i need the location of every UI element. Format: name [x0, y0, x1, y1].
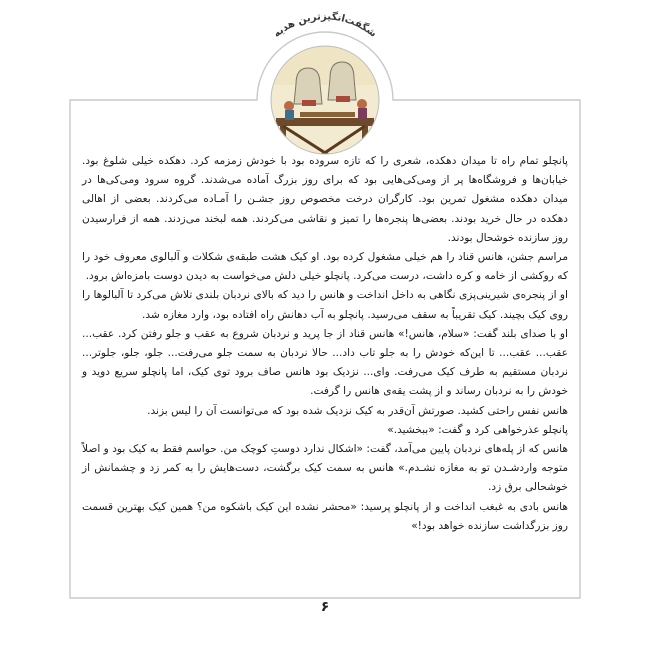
story-text [82, 152, 568, 536]
story-paragraph: مراسم جشن، هانس قناد را هم خیلی مشغول کرده بود. او کیک هشت طبقه‌ی شکلات و آلبالوی معروف خود را که روکشی از خامه و کره داشت، درست می‌کرد. پانچلو خیلی دلش می‌خواست به دیدن دوست بامزه‌اش برود. [82, 251, 568, 283]
story-paragraph: او از پنجره‌ی شیرینی‌پزی نگاهی به داخل انداخت و هانس را دید که بالای نردبان بلندی تلاش می‌کرد تا آلبالوها را روی کیک بچیند. کیک تقریباً به سقف می‌رسید. پانچلو به آب دهانش راه افتاده بود، وارد مغازه شد. [82, 289, 568, 321]
story-paragraph: هانس که از پله‌های نردبان پایین می‌آمد، گفت: «اشکال ندارد دوستِ کوچک من. حواسم فقط به کیک بود و اصلاً متوجه واردشـدن تو به مغازه نشـدم.» هانس به سمت کیک برگشت، دست‌هایش را به کمر زد و چشمانش از خوشحالی برق زد. [82, 443, 568, 494]
page-number: ۶ [320, 599, 330, 615]
story-paragraph: پانچلو عذرخواهی کرد و گفت: «ببخشید.» [387, 423, 568, 436]
story-paragraph: او با صدای بلند گفت: «سلام، هانس!» هانس قناد از جا پرید و نردبان شروع به عقب و جلو رفتن کرد. عقب... عقب... عقب... تا این‌که خودش را به جلو تاب داد... حالا نردبان به سمت جلو می‌رفت... جلو، جلو، جلوتر... نردبان مستقیم به طرف کیک می‌رفت. وای... نزدیک بود هانس صاف برود توی کیک، اما پانچلو سریع دوید و خودش را به نردبان رساند و از پشت یقه‌ی هانس را گرفت. [82, 327, 568, 398]
story-paragraph: هانس بادی به غبغب انداخت و از پانچلو پرسید: «محشر نشده این کیک باشکوه من؟ همین کیک بهترین قسمت روز بزرگداشت سازنده خواهد بود!» [82, 500, 568, 532]
story-paragraph: پانچلو تمام راه تا میدان دهکده، شعری را که تازه سروده بود با خودش زمزمه کرد. دهکده خیلی شلوغ بود. خیابان‌ها و فروشگاه‌ها پر از ومی‌کی‌هایی بود که برای روز بزرگ آماده می‌شدند. گروه سرود ومی‌کی‌ها در میدان دهکده مشغول تمرین بود. کارگران درخت مخصوص روز جشـن را آمـاده می‌کردند. بعضی از اهالی دهکده در حال خرید بودند. بعضی‌ها پنجره‌ها را تمیز و نقاشی می‌کردند. همه لبخند می‌زدند. همه از فرارسیدن روز سازنده خوشحال بودند. [82, 155, 568, 244]
arc-title: شگفت‌انگیزترین هدیه [271, 11, 379, 40]
story-paragraph: هانس نفس راحتی کشید. صورتش آن‌قدر به کیک نزدیک شده بود که می‌توانست آن را لیس بزند. [147, 404, 568, 417]
